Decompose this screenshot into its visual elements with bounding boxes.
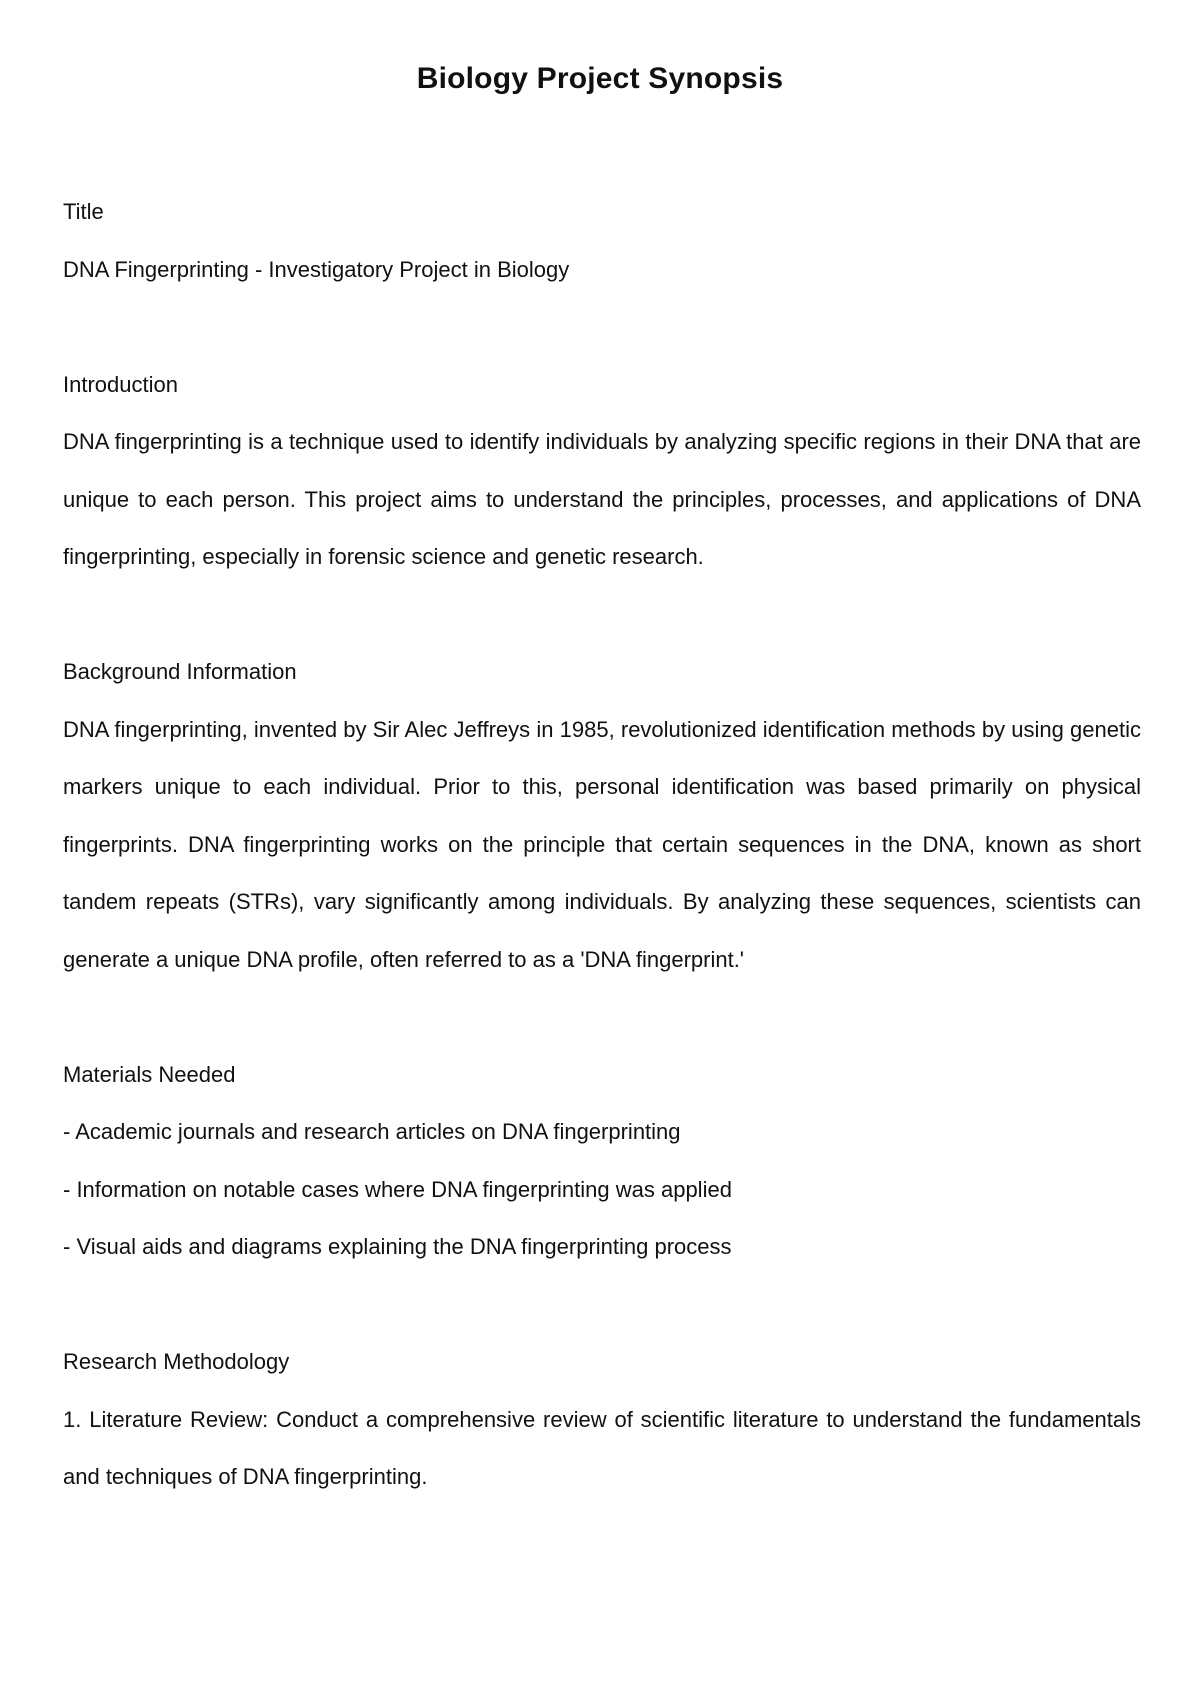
materials-list-item: - Information on notable cases where DNA fingerprinting was applied (63, 1176, 732, 1202)
materials-list-item: - Visual aids and diagrams explaining the DNA fingerprinting process (63, 1234, 732, 1259)
methodology-step: 1. Literature Review: Conduct a comprehensive review of scientific literature to understand the fundamentals and techniques of DNA fingerprinting. (63, 1406, 1141, 1489)
background-paragraph: DNA fingerprinting, invented by Sir Alec Jeffreys in 1985, revolutionized identification methods by using genetic markers unique to each individual. Prior to this, personal identification was based primarily on physical fingerprints. DNA fingerprinting works on the principle that certain sequences in the DNA, known as short tandem repeats (STRs), vary significantly among individuals. By analyzing these sequences, scientists can generate a unique DNA profile, often referred to as a 'DNA fingerprint.' (63, 716, 1141, 972)
section-heading-methodology: Research Methodology (63, 1349, 290, 1374)
materials-list-item: - Academic journals and research articles on DNA fingerprinting (63, 1119, 681, 1144)
section-spacer (63, 298, 1141, 356)
section-spacer (63, 586, 1141, 644)
section-spacer (63, 1276, 1141, 1334)
document-title: Biology Project Synopsis (416, 62, 784, 95)
section-heading-materials: Materials Needed (63, 1061, 236, 1087)
section-heading-title: Title (63, 199, 104, 224)
document-body (63, 183, 1141, 1506)
section-spacer (63, 988, 1141, 1046)
project-title-text: DNA Fingerprinting - Investigatory Project in Biology (63, 256, 570, 282)
section-heading-background: Background Information (63, 659, 297, 684)
introduction-paragraph: DNA fingerprinting is a technique used to identify individuals by analyzing specific regions in their DNA that are unique to each person. This project aims to understand the principles, processes, and applications of DNA fingerprinting, especially in forensic science and genetic research. (63, 429, 1141, 569)
section-heading-introduction: Introduction (63, 371, 178, 397)
